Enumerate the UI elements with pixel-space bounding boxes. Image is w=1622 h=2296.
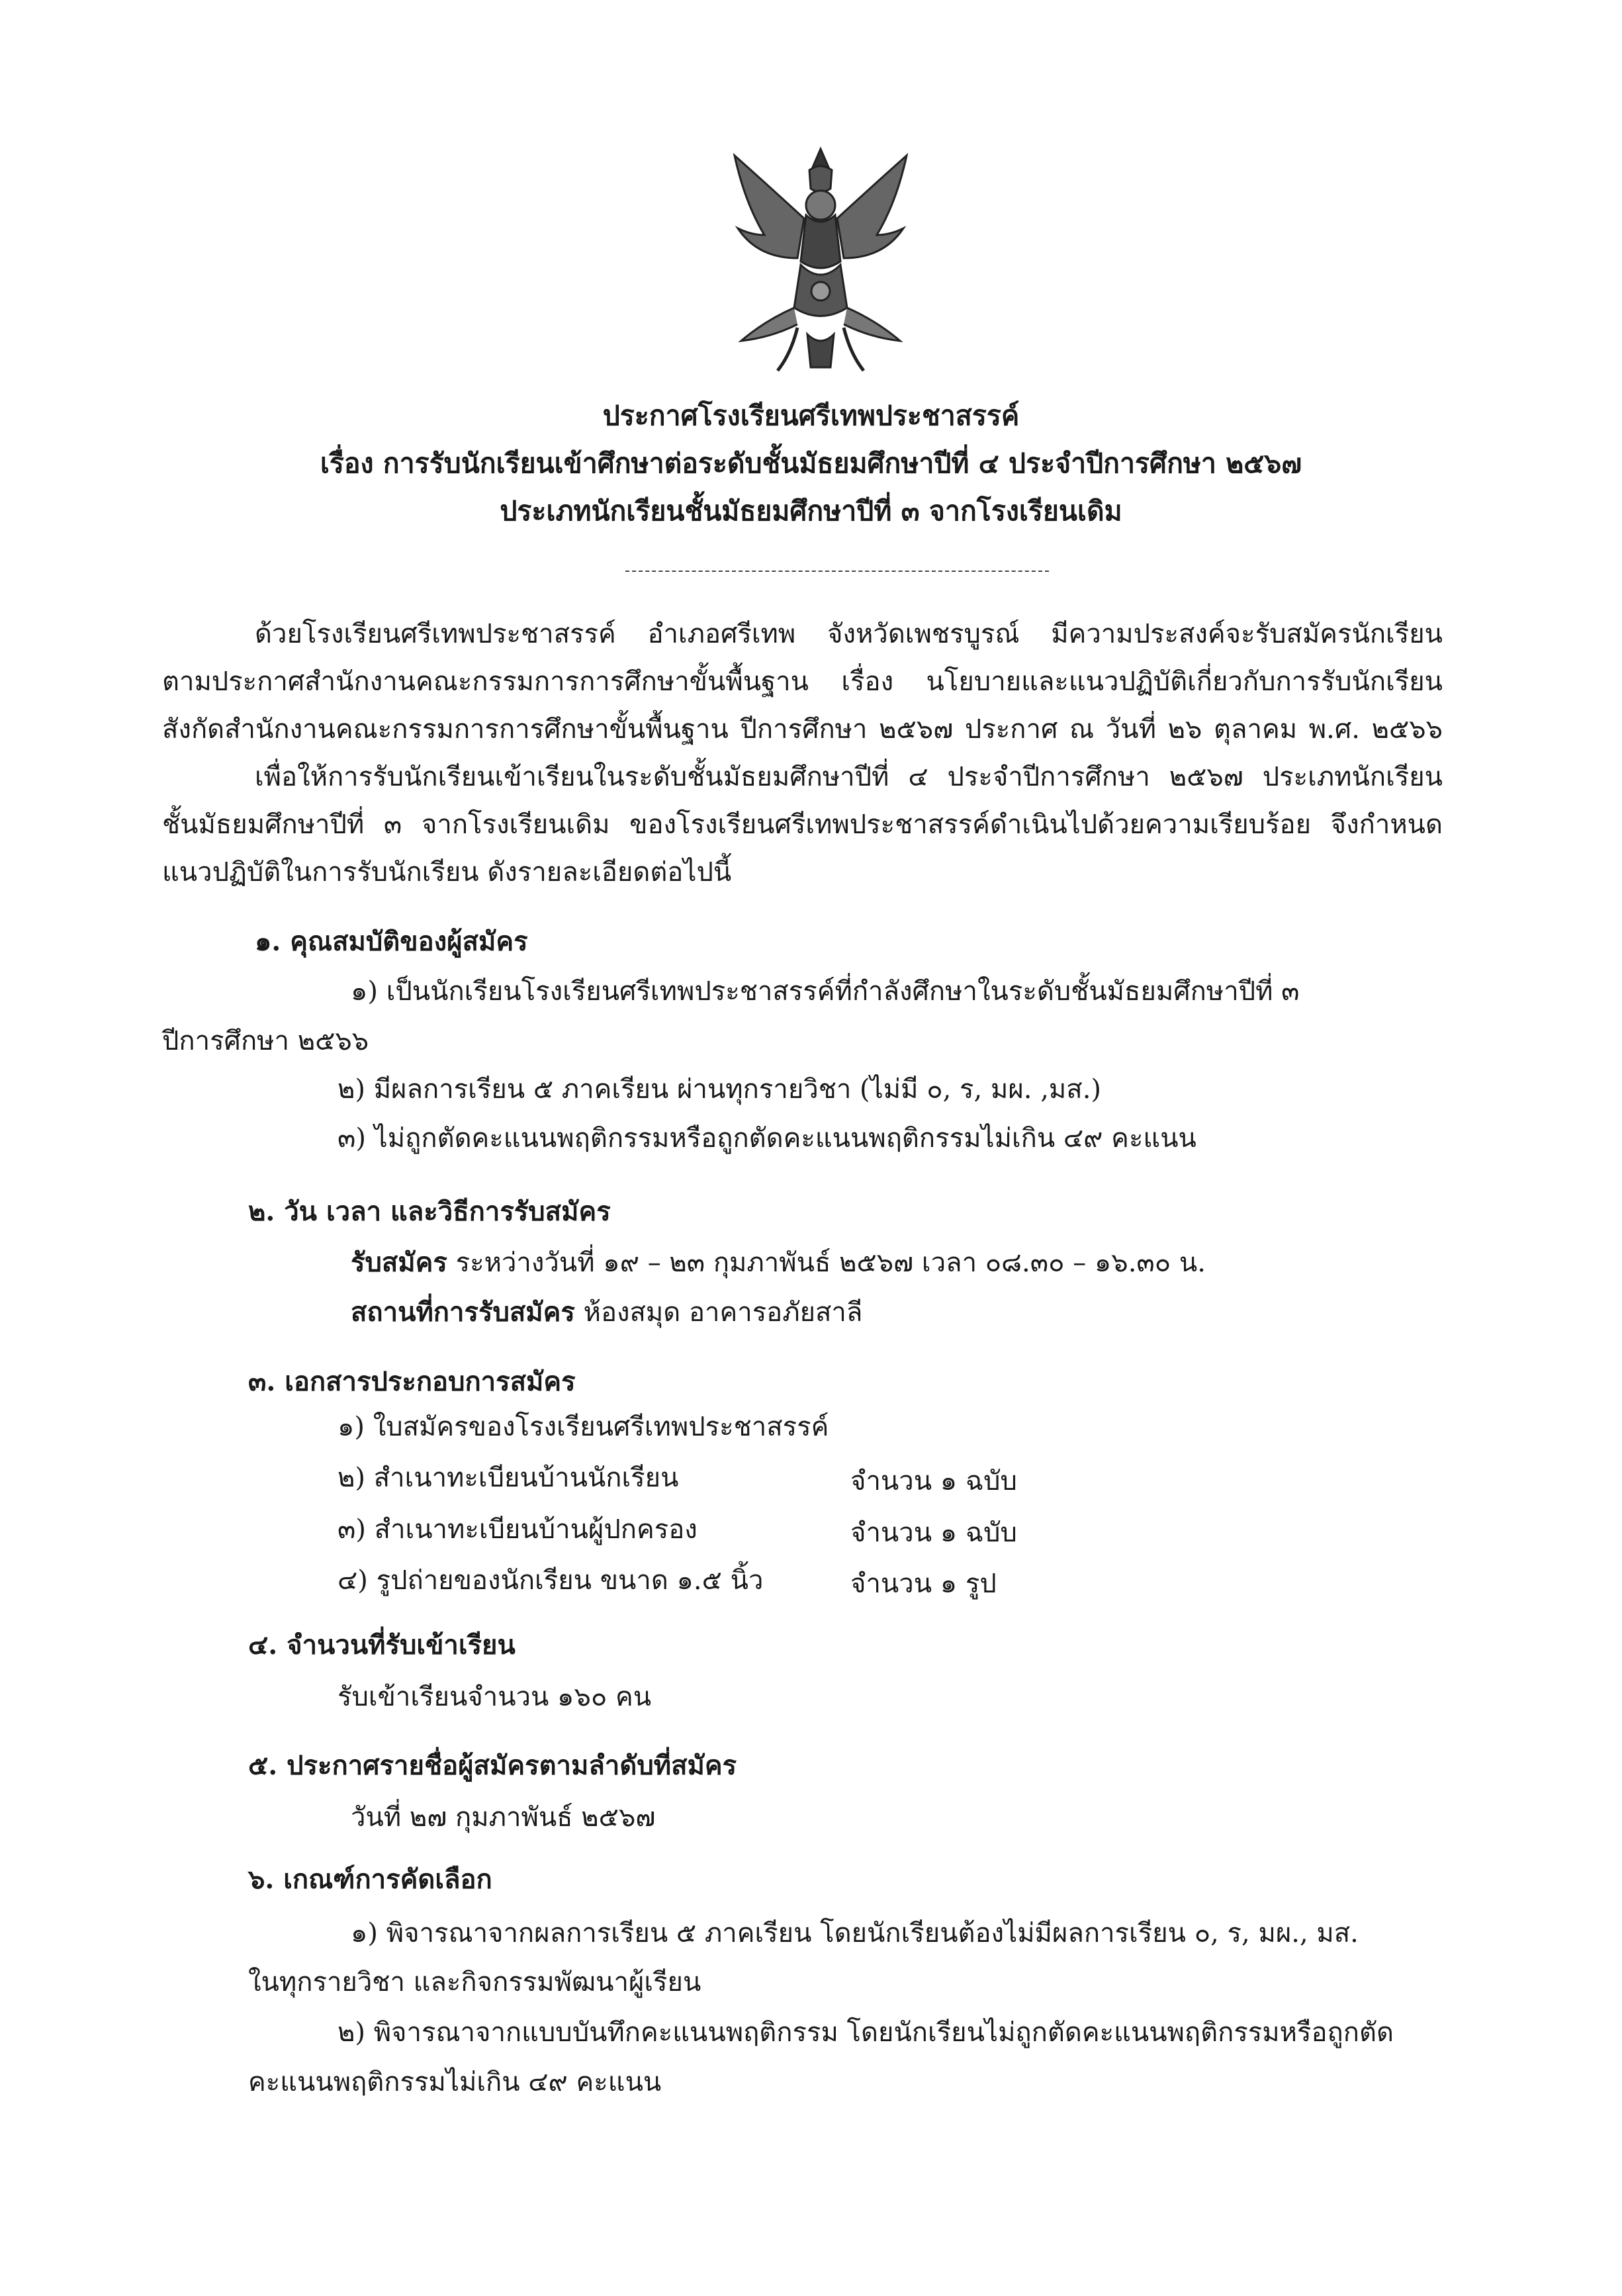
section-1-item-1-line-1: ๑) เป็นนักเรียนโรงเรียนศรีเทพประชาสรรค์ที่กำลังศึกษาในระดับชั้นมัธยมศึกษาปีที่ ๓ bbox=[351, 976, 1300, 1007]
document-item-4-qty: จำนวน ๑ รูป bbox=[850, 1569, 997, 1599]
section-6-heading: ๖. เกณฑ์การคัดเลือก bbox=[248, 1864, 492, 1895]
criteria-2-line-1: ๒) พิจารณาจากแบบบันทึกคะแนนพฤติกรรม โดยนักเรียนไม่ถูกตัดคะแนนพฤติกรรมหรือถูกตัด bbox=[338, 2017, 1394, 2048]
announcement-title: ประกาศโรงเรียนศรีเทพประชาสรรค์ bbox=[602, 400, 1020, 432]
section-4-heading: ๔. จำนวนที่รับเข้าเรียน bbox=[248, 1630, 516, 1661]
document-item-3: ๓) สำเนาทะเบียนบ้านผู้ปกครอง bbox=[338, 1514, 698, 1545]
section-1-item-1-line-2: ปีการศึกษา ๒๕๖๖ bbox=[162, 1026, 369, 1056]
criteria-1-line-2: ในทุกรายวิชา และกิจกรรมพัฒนาผู้เรียน bbox=[248, 1967, 701, 1998]
section-2-heading: ๒. วัน เวลา และวิธีการรับสมัคร bbox=[248, 1196, 611, 1227]
announcement-date: วันที่ ๒๗ กุมภาพันธ์ ๒๕๖๗ bbox=[351, 1802, 656, 1833]
section-1-item-2: ๒) มีผลการเรียน ๕ ภาคเรียน ผ่านทุกรายวิชา (ไม่มี ๐, ร, มผ. ,มส.) bbox=[338, 1074, 1102, 1105]
criteria-2-line-2: คะแนนพฤติกรรมไม่เกิน ๔๙ คะแนน bbox=[248, 2067, 662, 2097]
intro-paragraph-2-line-3: แนวปฏิบัติในการรับนักเรียน ดังรายละเอียดต่อไปนี้ bbox=[162, 857, 732, 888]
admission-quota: รับเข้าเรียนจำนวน ๑๖๐ คน bbox=[338, 1682, 652, 1712]
garuda-emblem-icon bbox=[725, 142, 917, 381]
section-3-heading: ๓. เอกสารประกอบการสมัคร bbox=[248, 1366, 576, 1397]
intro-paragraph-1-line-1: ด้วยโรงเรียนศรีเทพประชาสรรค์ อำเภอศรีเทพ จังหวัดเพชรบูรณ์ มีความประสงค์จะรับสมัครนักเรียน bbox=[255, 619, 1443, 649]
section-5-heading: ๕. ประกาศรายชื่อผู้สมัครตามลำดับที่สมัคร bbox=[248, 1750, 737, 1781]
intro-paragraph-1-line-3: สังกัดสำนักงานคณะกรรมการการศึกษาขั้นพื้นฐาน ปีการศึกษา ๒๕๖๗ ประกาศ ณ วันที่ ๒๖ ตุลาคม พ.ศ. ๒๕๖๖ bbox=[162, 714, 1443, 745]
intro-paragraph-2-line-1: เพื่อให้การรับนักเรียนเข้าเรียนในระดับชั้นมัธยมศึกษาปีที่ ๔ ประจำปีการศึกษา ๒๕๖๗ ประเภทนักเรียน bbox=[255, 762, 1443, 792]
document-item-1: ๑) ใบสมัครของโรงเรียนศรีเทพประชาสรรค์ bbox=[338, 1412, 829, 1442]
intro-paragraph-2-line-2: ชั้นมัธยมศึกษาปีที่ ๓ จากโรงเรียนเดิม ของโรงเรียนศรีเทพประชาสรรค์ดำเนินไปด้วยความเรียบร้อย จึงกำหนด bbox=[162, 809, 1443, 840]
application-period-label: รับสมัคร bbox=[351, 1247, 447, 1278]
application-period bbox=[351, 1244, 1206, 1281]
document-item-2: ๒) สำเนาทะเบียนบ้านนักเรียน bbox=[338, 1463, 679, 1493]
application-place bbox=[351, 1294, 862, 1331]
announcement-subject: เรื่อง การรับนักเรียนเข้าศึกษาต่อระดับชั้นมัธยมศึกษาปีที่ ๔ ประจำปีการศึกษา ๒๕๖๗ bbox=[320, 447, 1302, 479]
document-item-4: ๔) รูปถ่ายของนักเรียน ขนาด ๑.๕ นิ้ว bbox=[338, 1565, 764, 1596]
announcement-category: ประเภทนักเรียนชั้นมัธยมศึกษาปีที่ ๓ จากโรงเรียนเดิม bbox=[500, 495, 1122, 527]
application-period-text: ระหว่างวันที่ ๑๙ – ๒๓ กุมภาพันธ์ ๒๕๖๗ เวลา ๐๘.๓๐ – ๑๖.๓๐ น. bbox=[447, 1248, 1206, 1278]
criteria-1-line-1: ๑) พิจารณาจากผลการเรียน ๕ ภาคเรียน โดยนักเรียนต้องไม่มีผลการเรียน ๐, ร, มผ., มส. bbox=[351, 1918, 1359, 1949]
application-place-text: ห้องสมุด อาคารอภัยสาลี bbox=[574, 1297, 863, 1328]
document-item-2-qty: จำนวน ๑ ฉบับ bbox=[850, 1466, 1017, 1496]
section-1-heading: ๑. คุณสมบัติของผู้สมัคร bbox=[255, 926, 528, 957]
section-1-item-3: ๓) ไม่ถูกตัดคะแนนพฤติกรรมหรือถูกตัดคะแนนพฤติกรรมไม่เกิน ๔๙ คะแนน bbox=[338, 1123, 1196, 1154]
document-item-3-qty: จำนวน ๑ ฉบับ bbox=[850, 1518, 1017, 1548]
application-place-label: สถานที่การรับสมัคร bbox=[351, 1297, 575, 1328]
title-separator bbox=[625, 571, 1049, 572]
intro-paragraph-1-line-2: ตามประกาศสำนักงานคณะกรรมการการศึกษาขั้นพื้นฐาน เรื่อง นโยบายและแนวปฏิบัติเกี่ยวกับการรับนักเรียน bbox=[162, 666, 1443, 697]
